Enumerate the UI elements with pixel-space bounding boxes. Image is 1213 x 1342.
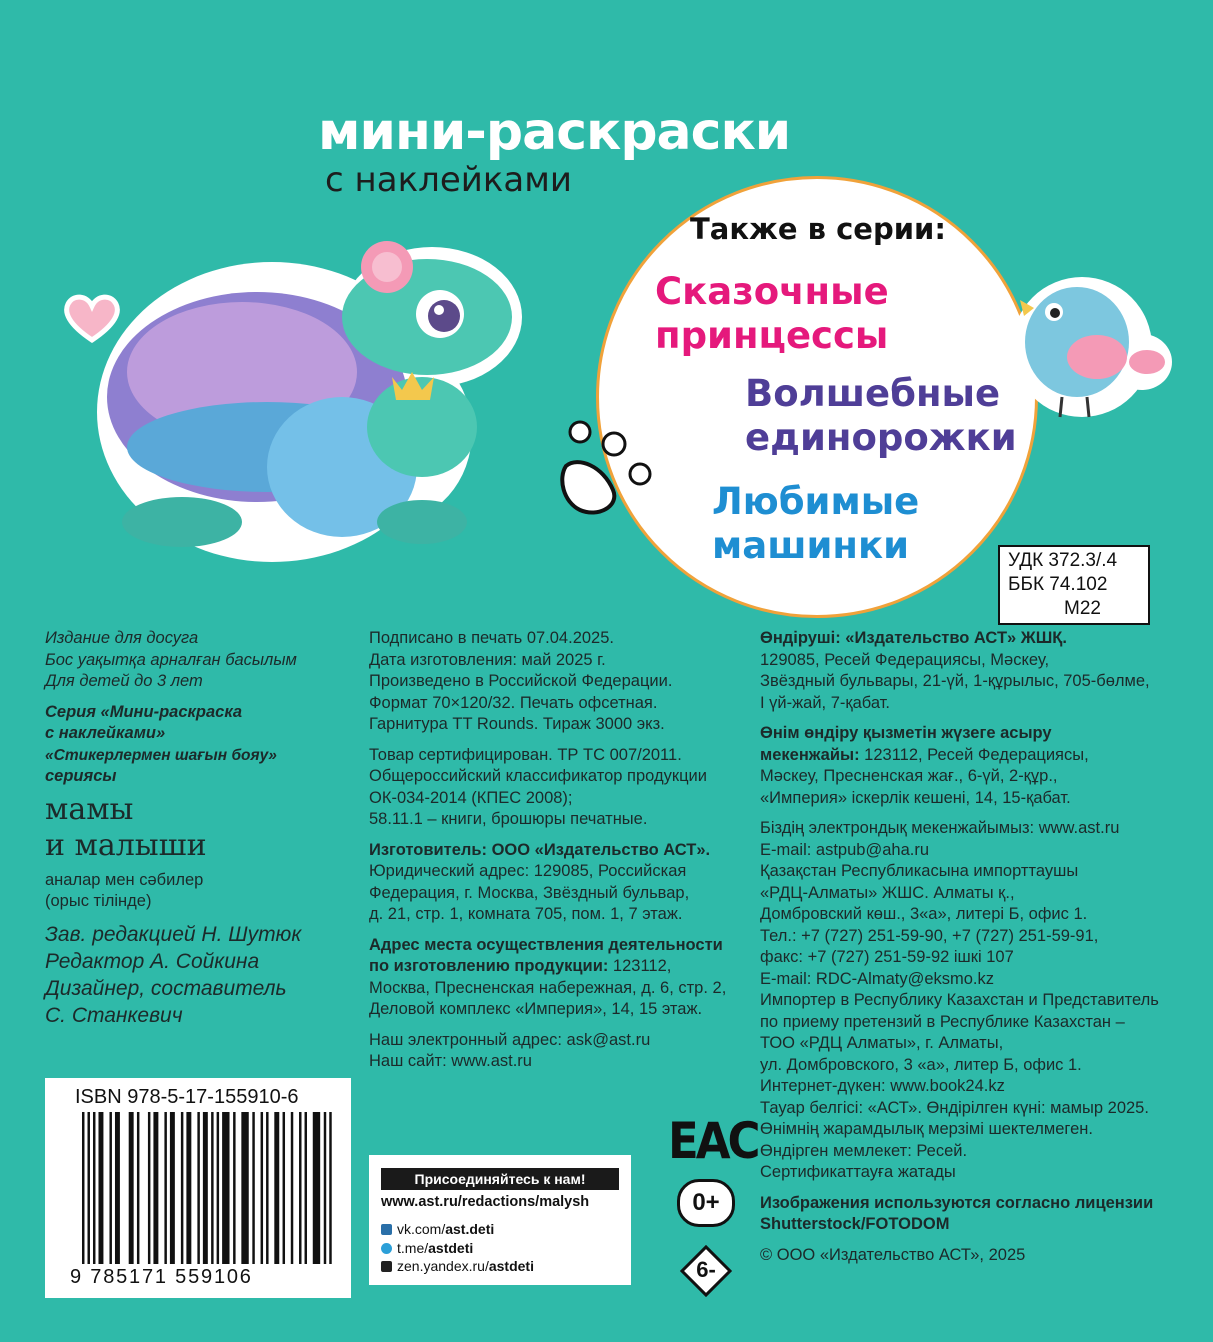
imprint-line: Тауар белгісі: «АСТ». Өндірілген күні: мамыр 2025. (760, 1098, 1149, 1117)
book-title (45, 792, 345, 864)
barcode-bar (329, 1112, 331, 1264)
barcode-bar (217, 1112, 219, 1264)
barcode-bar (252, 1112, 254, 1264)
book-series-title: мини-раскраски (318, 102, 791, 162)
barcode-bar (324, 1112, 326, 1264)
series-book-unicorns (745, 372, 1017, 460)
turtle-illustration (92, 222, 532, 582)
credit-line: Зав. редакцией Н. Шутюк (45, 922, 302, 946)
imprint-line: Москва, Пресненская набережная, д. 6, стр. 2, (369, 978, 727, 997)
barcode-bar (181, 1112, 183, 1264)
bird-illustration (1002, 262, 1172, 432)
social-url-link[interactable]: www.ast.ru/redactions/malysh (381, 1194, 590, 1210)
social-link-text: t.me/ (397, 1240, 429, 1256)
manufacturer-label: Изготовитель: ООО «Издательство АСТ». (369, 840, 711, 859)
zen-icon (381, 1261, 392, 1272)
social-link-text: zen.yandex.ru/ (397, 1258, 489, 1274)
production-address-label: Адрес места осуществления деятельности (369, 935, 723, 954)
imprint-line: по приему претензий в Республике Казахстан – (760, 1012, 1125, 1031)
production-address-label-kz: мекенжайы: (760, 745, 860, 764)
license-note: Shutterstock/FOTODOM (760, 1215, 950, 1233)
imprint-line: Біздің электрондық мекенжайымыз: www.ast.ru (760, 819, 1120, 837)
copyright: © ООО «Издательство АСТ», 2025 (760, 1245, 1026, 1264)
barcode-bar (291, 1112, 293, 1264)
series-book-line: принцессы (655, 314, 889, 357)
barcode-bar (233, 1112, 235, 1264)
barcode-bar (261, 1112, 263, 1264)
author-mark: М22 (1064, 598, 1101, 619)
imprint-line: 58.11.1 – книги, брошюры печатные. (369, 810, 648, 828)
barcode-bar (164, 1112, 166, 1264)
barcode-bar (87, 1112, 89, 1264)
barcode-bar (82, 1112, 84, 1264)
imprint-line: E-mail: RDC-Almaty@eksmo.kz (760, 969, 995, 988)
barcode-bar (93, 1112, 95, 1264)
imprint-line: Общероссийский классификатор продукции (369, 767, 707, 785)
age-rating-0plus: 0+ (677, 1179, 735, 1227)
manufacturer-label-kz: Өндіруші: «Издательство АСТ» ЖШҚ. (760, 629, 1067, 647)
barcode-bar (222, 1112, 229, 1264)
imprint-line: Импортер в Республику Казахстан и Представитель (760, 991, 1159, 1009)
barcode-bar (153, 1112, 158, 1264)
imprint-line: Звёздный бульвары, 21-үй, 1-құрылыс, 705-бөлме, (760, 672, 1150, 690)
barcode-digits: 9 785171 559106 (70, 1266, 253, 1288)
imprint-line: Формат 70×120/32. Печать офсетная. (369, 693, 658, 712)
bubbles-decoration (558, 418, 668, 523)
series-name: Серия «Мини-раскраска (45, 702, 243, 721)
credit-line: С. Станкевич (45, 1003, 183, 1027)
edition-type: Издание для досуга (45, 629, 199, 647)
barcode-bar (203, 1112, 208, 1264)
imprint-line: Подписано в печать 07.04.2025. (369, 629, 614, 647)
imprint-line: Домбровский көш., 3«а», литері Б, офис 1. (760, 905, 1088, 923)
series-name-kz: «Стикерлермен шағын бояу» (45, 746, 277, 764)
imprint-line: Өнімнің жарамдылық мерзімі шектелмеген. (760, 1120, 1093, 1138)
barcode-bar (313, 1112, 320, 1264)
barcode-bar (241, 1112, 248, 1264)
series-book-line: единорожки (745, 416, 1017, 459)
imprint-line: Мәскеу, Пресненская жағ., 6-үй, 2-құр., (760, 767, 1058, 785)
series-heading: Также в серии: (690, 212, 946, 246)
imprint-line: Интернет-дүкен: www.book24.kz (760, 1077, 1005, 1095)
imprint-line: ОК-034-2014 (КПЕС 2008); (369, 788, 573, 807)
imprint-line: Өндірген мемлекет: Ресей. (760, 1141, 968, 1160)
imprint-line: «Империя» іскерлік кешені, 14, 15-қабат. (760, 788, 1071, 807)
barcode-bar (186, 1112, 191, 1264)
book-title-line: и малыши (45, 827, 207, 863)
imprint-line: Произведено в Российской Федерации. (369, 672, 673, 690)
credits (45, 921, 345, 1029)
imprint-line: Деловой комплекс «Империя», 14, 15 этаж. (369, 1000, 703, 1018)
edition-type-kz: Бос уақытқа арналған басылым (45, 650, 297, 669)
barcode-bar (115, 1112, 120, 1264)
imprint-column-1 (45, 628, 345, 1029)
series-name-kz: сериясы (45, 767, 117, 785)
barcode-bar (137, 1112, 139, 1264)
book-language-note: (орыс тілінде) (45, 892, 152, 910)
telegram-icon (381, 1243, 392, 1254)
barcode-bar (148, 1112, 150, 1264)
series-book-princesses (655, 270, 889, 358)
social-link-text: astdeti (488, 1258, 534, 1274)
series-book-line: Любимые (712, 480, 920, 523)
barcode-bar (266, 1112, 268, 1264)
barcode (82, 1112, 332, 1264)
imprint-line: 123112, (608, 957, 672, 975)
series-book-cars (712, 480, 919, 568)
imprint-line: ул. Домбровского, 3 «а», литер Б, офис 1. (760, 1055, 1082, 1074)
isbn-label: ISBN 978-5-17-155910-6 (75, 1086, 299, 1108)
vk-icon (381, 1224, 392, 1235)
production-address-label: по изготовлению продукции: (369, 957, 609, 975)
contact-site: Наш сайт: www.ast.ru (369, 1052, 532, 1070)
imprint-line: E-mail: astpub@aha.ru (760, 840, 929, 859)
imprint-line: д. 21, стр. 1, комната 705, пом. 1, 7 этаж. (369, 905, 683, 923)
imprint-line: Қазақстан Республикасына импорттаушы (760, 862, 1079, 880)
contact-email: Наш электронный адрес: ask@ast.ru (369, 1030, 651, 1049)
eac-mark: EAC (668, 1112, 758, 1170)
imprint-line: Дата изготовления: май 2025 г. (369, 650, 606, 669)
age-audience: Для детей до 3 лет (45, 672, 203, 690)
imprint-column-2 (369, 628, 749, 1082)
barcode-bar (129, 1112, 134, 1264)
imprint-line: Тел.: +7 (727) 251-59-90, +7 (727) 251-59-91, (760, 926, 1099, 945)
udk-box (998, 545, 1150, 625)
barcode-bar (283, 1112, 285, 1264)
production-address-label-kz: Өнім өндіру қызметін жүзеге асыру (760, 724, 1052, 742)
barcode-bar (98, 1112, 103, 1264)
barcode-bar (305, 1112, 307, 1264)
social-link-text: astdeti (428, 1240, 474, 1256)
imprint-line: 129085, Ресей Федерациясы, Мәскеу, (760, 650, 1050, 669)
imprint-column-3 (760, 628, 1190, 1266)
imprint-line: I үй-жай, 7-қабат. (760, 693, 890, 712)
barcode-bar (299, 1112, 301, 1264)
bbk-code: ББК 74.102 (1008, 574, 1108, 595)
social-heading: Присоединяйтесь к нам! (381, 1168, 619, 1190)
series-book-line: Сказочные (655, 270, 889, 313)
credit-line: Редактор А. Сойкина (45, 949, 260, 973)
barcode-bar (211, 1112, 213, 1264)
series-book-line: Волшебные (745, 372, 1001, 415)
book-title-kz: аналар мен сәбилер (45, 870, 204, 889)
imprint-line: Сертификаттауға жатады (760, 1163, 956, 1181)
imprint-line: ТОО «РДЦ Алматы», г. Алматы, (760, 1034, 1004, 1052)
barcode-bar (170, 1112, 175, 1264)
book-title-line: мамы (45, 791, 134, 827)
series-book-line: машинки (712, 524, 910, 567)
imprint-line: 123112, Ресей Федерациясы, (859, 745, 1089, 764)
age-rating-text: 6- (696, 1257, 716, 1282)
social-link-text: ast.deti (445, 1221, 495, 1237)
imprint-line: Товар сертифицирован. ТР ТС 007/2011. (369, 745, 682, 764)
social-link-telegram[interactable] (381, 1240, 473, 1256)
imprint-line: факс: +7 (727) 251-59-92 ішкі 107 (760, 948, 1014, 966)
credit-line: Дизайнер, составитель (45, 976, 287, 1000)
age-rating-6minus (680, 1245, 732, 1297)
barcode-bar (197, 1112, 199, 1264)
social-link-text: vk.com/ (397, 1221, 446, 1237)
social-link-vk[interactable] (381, 1221, 494, 1237)
barcode-bar (109, 1112, 111, 1264)
imprint-line: Юридический адрес: 129085, Российская (369, 862, 687, 880)
imprint-line: «РДЦ-Алматы» ЖШС. Алматы қ., (760, 883, 1015, 902)
license-note: Изображения используются согласно лицензии (760, 1193, 1154, 1212)
barcode-bar (274, 1112, 279, 1264)
book-series-subtitle: с наклейками (325, 160, 572, 200)
series-name: с наклейками» (45, 724, 166, 742)
social-link-zen[interactable] (381, 1258, 534, 1274)
imprint-line: Федерация, г. Москва, Звёздный бульвар, (369, 883, 690, 902)
udk-code: УДК 372.3/.4 (1008, 550, 1118, 571)
imprint-line: Гарнитура TT Rounds. Тираж 3000 экз. (369, 715, 665, 733)
